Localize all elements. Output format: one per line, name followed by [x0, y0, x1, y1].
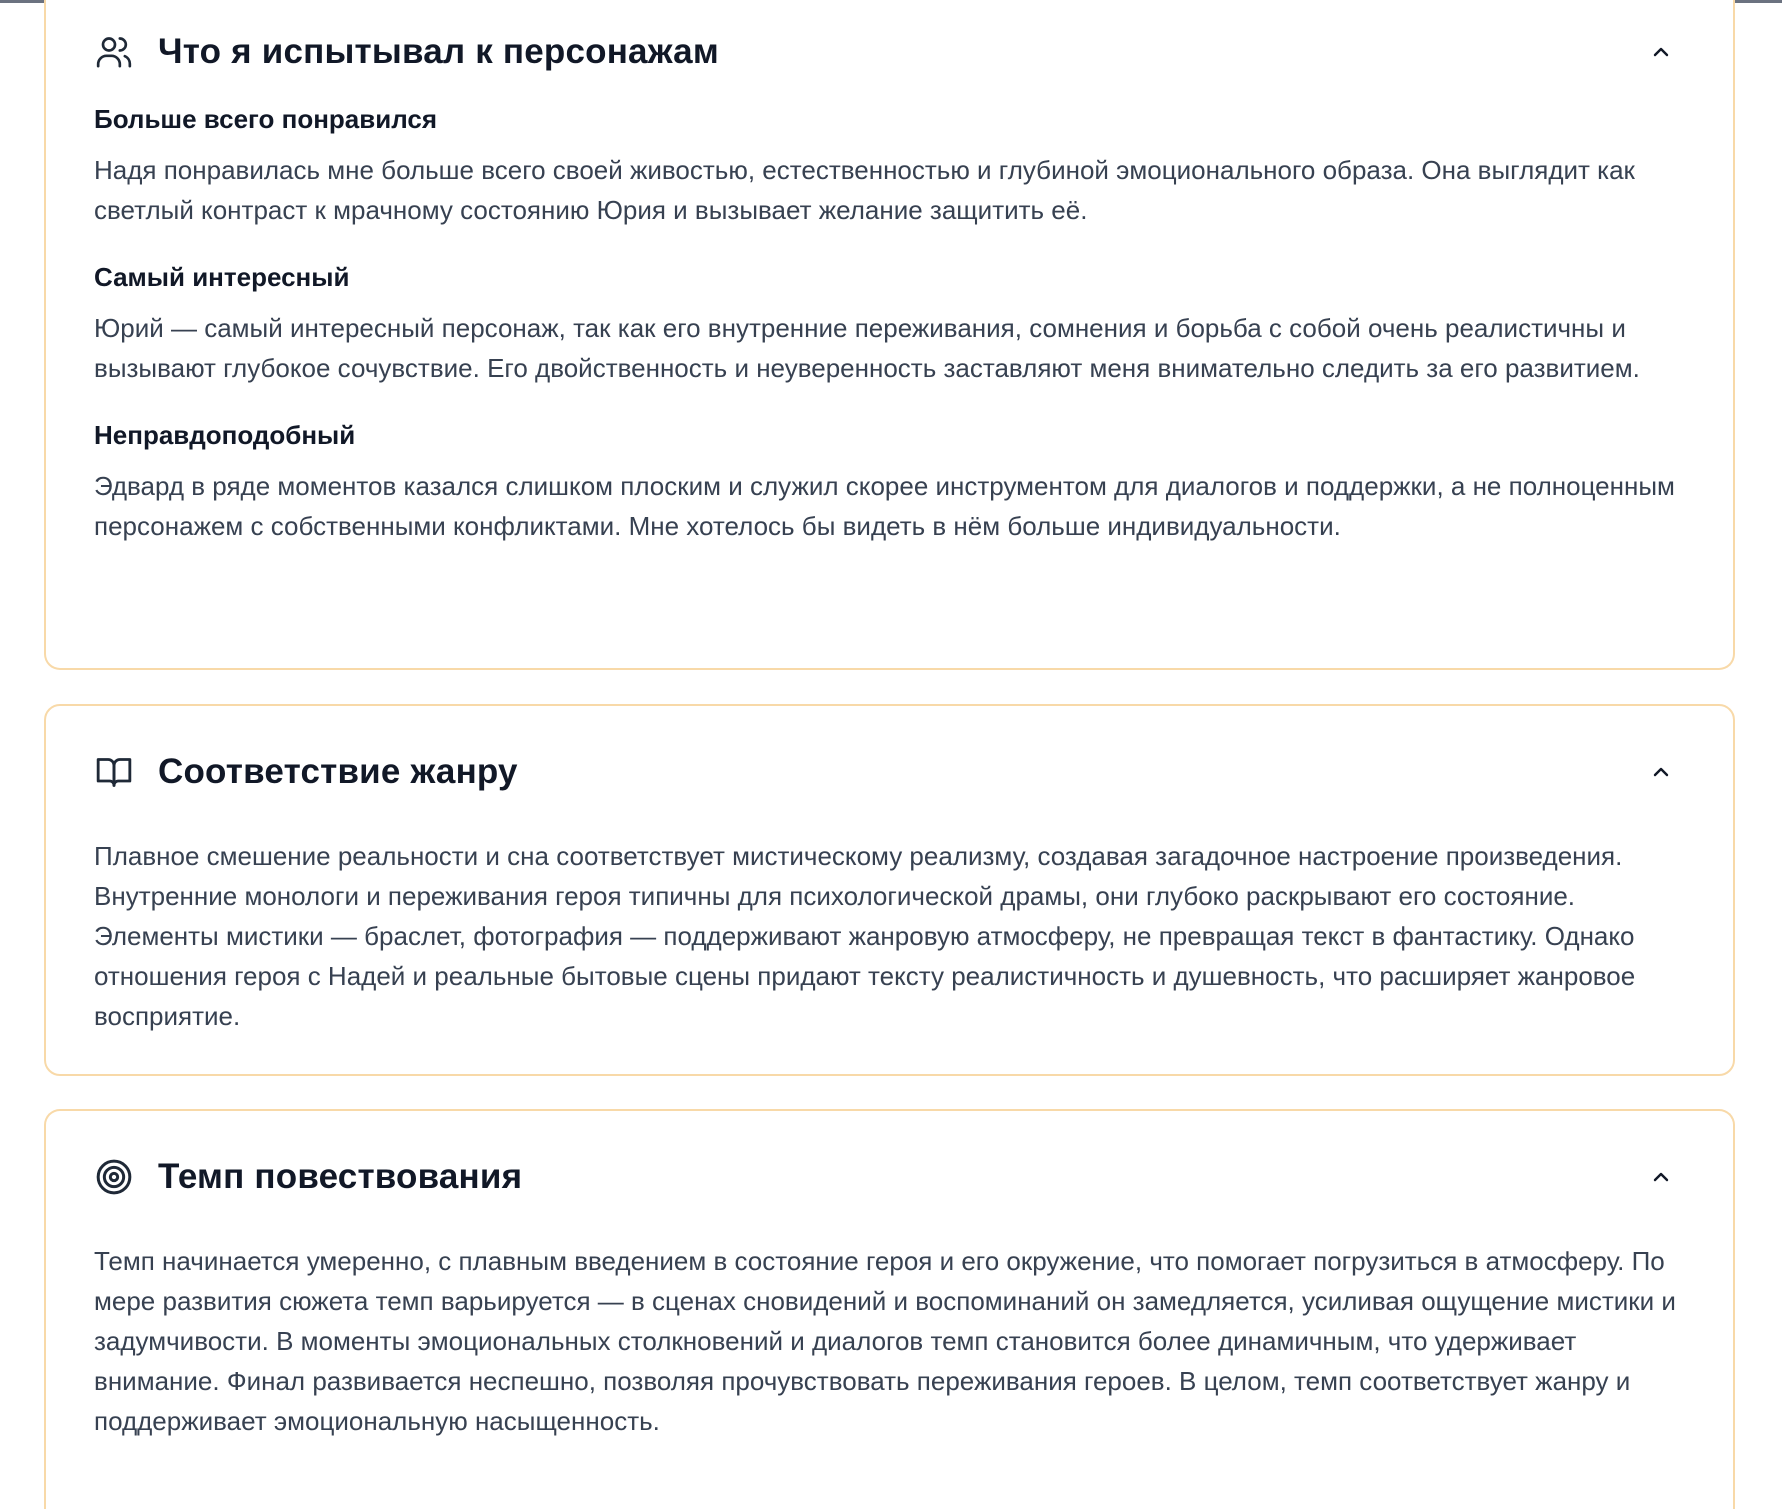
subsection-heading-interesting: Самый интересный	[94, 262, 350, 292]
chevron-up-icon[interactable]	[1643, 1159, 1679, 1195]
analysis-sections	[44, 0, 1735, 1509]
subsection-text-interesting: Юрий — самый интересный персонаж, так как его внутренние переживания, сомнения и борьба с собой очень реалистичны и вызывают глубокое сочувствие. Его двойственность и неуверенность заставляют меня внимательно следить за его развитием.	[94, 313, 1640, 383]
subsection-heading-implausible: Неправдоподобный	[94, 420, 356, 450]
section-genre	[44, 704, 1735, 1076]
section-title: Соответствие жанру	[158, 752, 518, 791]
section-header[interactable]	[94, 0, 1679, 82]
section-title: Темп повествования	[158, 1157, 523, 1196]
section-text: Плавное смешение реальности и сна соответствует мистическому реализму, создавая загадочное настроение произведения. Внутренние монологи и переживания героя типичны для психологической драмы, они глубоко раскрывают его состояние. Элементы мистики — браслет, фотография — поддерживают жанровую атмосферу, не превращая текст в фантастику. Однако отношения героя с Надей и реальные бытовые сцены придают тексту реалистичность и душевность, что расширяет жанровое восприятие.	[94, 841, 1636, 1031]
section-header[interactable]	[94, 1111, 1679, 1207]
section-characters	[44, 0, 1735, 670]
subsection-heading-favorite: Больше всего понравился	[94, 104, 438, 134]
section-body	[94, 1207, 1679, 1441]
section-pacing	[44, 1109, 1735, 1509]
section-title: Что я испытывал к персонажам	[158, 32, 719, 71]
target-icon	[94, 1157, 134, 1197]
chevron-up-icon[interactable]	[1643, 34, 1679, 70]
section-body	[94, 82, 1679, 546]
section-text: Темп начинается умеренно, с плавным введением в состояние героя и его окружение, что помогает погрузиться в атмосферу. По мере развития сюжета темп варьируется — в сценах сновидений и воспоминаний он замедляется, усиливая ощущение мистики и задумчивости. В моменты эмоциональных столкновений и диалогов темп становится более динамичным, что удерживает внимание. Финал развивается неспешно, позволяя прочувствовать переживания героев. В целом, темп соответствует жанру и поддерживает эмоциональную насыщенность.	[94, 1246, 1676, 1436]
section-body	[94, 802, 1679, 1036]
users-icon	[94, 32, 134, 72]
chevron-up-icon[interactable]	[1643, 754, 1679, 790]
subsection-text-favorite: Надя понравилась мне больше всего своей живостью, естественностью и глубиной эмоционального образа. Она выглядит как светлый контраст к мрачному состоянию Юрия и вызывает желание защитить её.	[94, 155, 1635, 225]
book-open-icon	[94, 752, 134, 792]
section-header[interactable]	[94, 706, 1679, 802]
subsection-text-implausible: Эдвард в ряде моментов казался слишком плоским и служил скорее инструментом для диалогов и поддержки, а не полноценным персонажем с собственными конфликтами. Мне хотелось бы видеть в нём больше индивидуальности.	[94, 471, 1675, 541]
